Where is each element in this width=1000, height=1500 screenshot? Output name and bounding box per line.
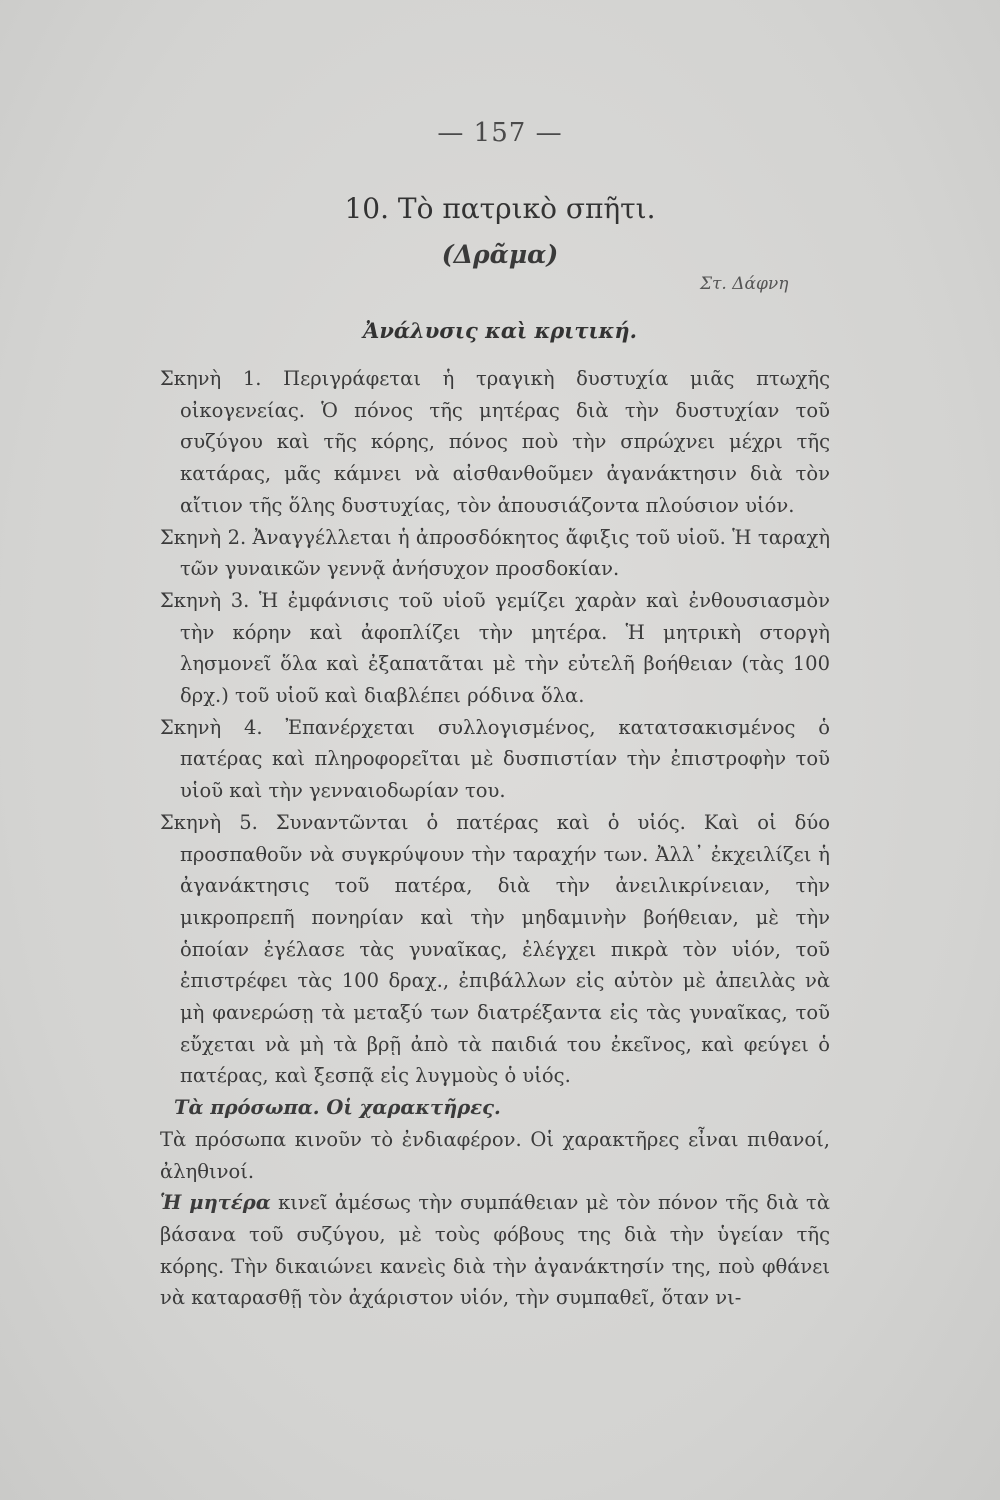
- mother-lead: Ἡ μητέρα: [160, 1191, 271, 1215]
- scene-paragraph-3: Σκηνὴ 3. Ἡ ἐμφάνισις τοῦ υἱοῦ γεμίζει χαρὰν καὶ ἐνθουσιασμὸν τὴν κόρην καὶ ἀφοπλίζει τὴν μητέρα. Ἡ μητρικὴ στοργὴ λησμονεῖ ὅλα καὶ ἐξαπατᾶται μὲ τὴν εὐτελῆ βοήθειαν (τὰς 100 δρχ.) τοῦ υἱοῦ καὶ διαβλέπει ρόδινα ὅλα.: [160, 588, 830, 708]
- body-text: [160, 363, 830, 1314]
- scene-paragraph-2: Σκηνὴ 2. Ἀναγγέλλεται ἡ ἀπροσδόκητος ἄφιξις τοῦ υἱοῦ. Ἡ ταραχὴ τῶν γυναικῶν γεννᾷ ἀνήσυχον προσδοκίαν.: [160, 525, 830, 581]
- scene-paragraph-4: Σκηνὴ 4. Ἐπανέρχεται συλλογισμένος, κατατσακισμένος ὁ πατέρας καὶ πληροφορεῖται μὲ δυσπιστίαν τὴν ἐπιστροφὴν τοῦ υἱοῦ καὶ τὴν γενναιοδωρίαν του.: [160, 715, 830, 803]
- author-name: Στ. Δάφνη: [700, 274, 789, 294]
- page-number: — 157 —: [437, 118, 563, 148]
- scene-paragraph-1: Σκηνὴ 1. Περιγράφεται ἡ τραγικὴ δυστυχία μιᾶς πτωχῆς οἰκογενείας. Ὁ πόνος τῆς μητέρας διὰ τὴν δυστυχίαν τοῦ συζύγου καὶ τῆς κόρης, πόνος ποὺ τὴν σπρώχνει μέχρι τῆς κατάρας, μᾶς κάμνει νὰ αἰσθανθοῦμεν ἀγανάκτησιν διὰ τὸν αἴτιον τῆς ὅλης δυστυχίας, τὸν ἀπουσιάζοντα πλούσιον υἱόν.: [160, 367, 830, 517]
- mother-text: κινεῖ ἀμέσως τὴν συμπάθειαν μὲ τὸν πόνον τῆς διὰ τὰ βάσανα τοῦ συζύγου, μὲ τοὺς φόβους της διὰ τὴν ὑγείαν τῆς κόρης. Τὴν δικαιώνει κανεὶς διὰ τὴν ἀγανάκτησίν της, ποὺ φθάνει νὰ καταρασθῇ τὸν ἀχάριστον υἱόν, τὴν συμπαθεῖ, ὅταν νι-: [160, 1191, 830, 1310]
- section-heading: Ἀνάλυσις καὶ κριτική.: [363, 318, 637, 343]
- chapter-subtitle: (Δρᾶμα): [441, 240, 559, 269]
- characters-heading: Τὰ πρόσωπα. Οἱ χαρακτῆρες.: [174, 1096, 501, 1120]
- characters-paragraph: Τὰ πρόσωπα κινοῦν τὸ ἐνδιαφέρον. Οἱ χαρακτῆρες εἶναι πιθανοί, ἀληθινοί.: [160, 1127, 830, 1183]
- chapter-title: 10. Τὸ πατρικὸ σπῆτι.: [344, 192, 656, 225]
- mother-paragraph: [160, 1187, 830, 1314]
- scene-paragraph-5: Σκηνὴ 5. Συναντῶνται ὁ πατέρας καὶ ὁ υἱός. Καὶ οἱ δύο προσπαθοῦν νὰ συγκρύψουν τὴν ταραχήν των. Ἀλλ᾽ ἐκχειλίζει ἡ ἀγανάκτησις τοῦ πατέρα, διὰ τὴν ἀνειλικρίνειαν, τὴν μικροπρεπῆ πονηρίαν καὶ τὴν μηδαμινὴν βοήθειαν, μὲ τὴν ὁποίαν ἐγέλασε τὰς γυναῖκας, ἐλέγχει πικρὰ τὸν υἱόν, τοῦ ἐπιστρέφει τὰς 100 δραχ., ἐπιβάλλων εἰς αὐτὸν μὲ ἀπειλὰς νὰ μὴ φανερώσῃ τὰ μεταξύ των διατρέξαντα εἰς τὰς γυναῖκας, τοῦ εὔχεται νὰ μὴ τὰ βρῇ ἀπὸ τὰ παιδιά του ἐκεῖνος, καὶ φεύγει ὁ πατέρας, καὶ ξεσπᾷ εἰς λυγμοὺς ὁ υἱός.: [160, 810, 830, 1088]
